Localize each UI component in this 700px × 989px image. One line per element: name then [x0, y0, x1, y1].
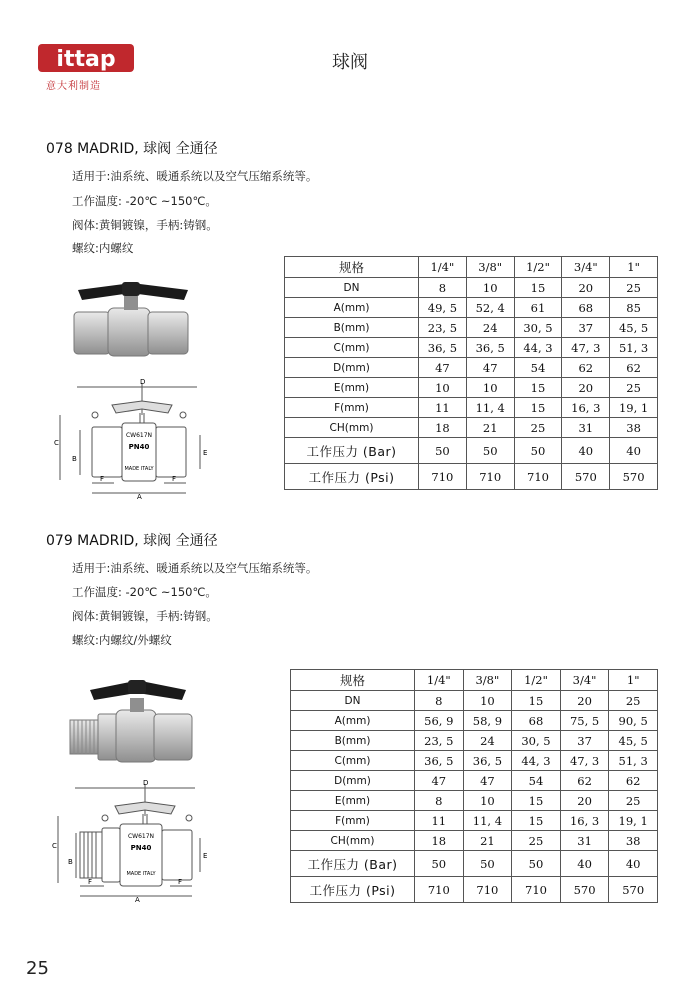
table-row — [291, 751, 658, 771]
table-cell: 62 — [609, 771, 658, 791]
drawing-2-label-f-left: F — [88, 878, 93, 886]
table-cell: 58, 9 — [463, 711, 512, 731]
table-header-cell: 3/4" — [560, 670, 609, 691]
table-cell: 10 — [466, 378, 514, 398]
section-1-spec-material: 阀体:黄铜镀镍，手柄:铸钢。 — [72, 218, 218, 232]
drawing-1-label-b: B — [72, 455, 77, 463]
table-row-label: 工作压力 (Psi) — [285, 464, 419, 490]
table-header-cell: 3/8" — [463, 670, 512, 691]
table-cell: 50 — [466, 438, 514, 464]
table-cell: 15 — [512, 791, 561, 811]
table-row-label: F(mm) — [285, 398, 419, 418]
table-cell: 50 — [463, 851, 512, 877]
table-cell: 19, 1 — [609, 811, 658, 831]
section-2-spec-thread: 螺纹:内螺纹/外螺纹 — [72, 633, 172, 647]
table-row-label: 工作压力 (Psi) — [291, 877, 415, 903]
table-cell: 45, 5 — [610, 318, 658, 338]
table-row — [285, 464, 658, 490]
table-cell: 50 — [514, 438, 562, 464]
table-cell: 10 — [463, 791, 512, 811]
table-cell: 68 — [512, 711, 561, 731]
table-cell: 62 — [562, 358, 610, 378]
drawing-1-label-e: E — [203, 449, 208, 457]
drawing-1-label-d: D — [140, 378, 146, 386]
table-cell: 62 — [560, 771, 609, 791]
table-row — [291, 731, 658, 751]
table-row — [285, 318, 658, 338]
table-cell: 10 — [419, 378, 467, 398]
table-cell: 570 — [609, 877, 658, 903]
table-cell: 47, 3 — [562, 338, 610, 358]
table-cell: 49, 5 — [419, 298, 467, 318]
table-cell: 8 — [419, 278, 467, 298]
section-1-spec-temperature: 工作温度: -20℃ ~150℃。 — [72, 194, 217, 208]
table-cell: 47 — [466, 358, 514, 378]
table-cell: 37 — [562, 318, 610, 338]
table-cell: 31 — [560, 831, 609, 851]
table-cell: 52, 4 — [466, 298, 514, 318]
table-cell: 36, 5 — [463, 751, 512, 771]
table-cell: 54 — [512, 771, 561, 791]
table-header-cell: 1/4" — [415, 670, 464, 691]
table-cell: 11 — [415, 811, 464, 831]
section-1-technical-drawing — [52, 375, 212, 500]
table-cell: 44, 3 — [514, 338, 562, 358]
drawing-1-label-c: C — [54, 439, 59, 447]
table-row — [285, 278, 658, 298]
table-cell: 25 — [514, 418, 562, 438]
table-row-label: 工作压力 (Bar) — [285, 438, 419, 464]
table-cell: 11, 4 — [466, 398, 514, 418]
section-2-spec-application: 适用于:油系统、暖通系统以及空气压缩系统等。 — [72, 561, 318, 575]
table-cell: 51, 3 — [610, 338, 658, 358]
table-cell: 36, 5 — [419, 338, 467, 358]
table-row — [291, 711, 658, 731]
drawing-1-label-f-left: F — [100, 475, 105, 483]
table-cell: 15 — [514, 398, 562, 418]
table-row — [285, 378, 658, 398]
page-number: 25 — [26, 958, 49, 979]
table-cell: 30, 5 — [512, 731, 561, 751]
section-2-technical-drawing — [50, 778, 210, 903]
table-cell: 56, 9 — [415, 711, 464, 731]
table-cell: 20 — [560, 791, 609, 811]
table-header-cell: 1" — [609, 670, 658, 691]
table-row-label: D(mm) — [285, 358, 419, 378]
drawing-2-label-d: D — [143, 779, 149, 787]
table-cell: 45, 5 — [609, 731, 658, 751]
table-cell: 51, 3 — [609, 751, 658, 771]
table-row-label: 工作压力 (Bar) — [291, 851, 415, 877]
table-cell: 44, 3 — [512, 751, 561, 771]
table-cell: 16, 3 — [562, 398, 610, 418]
table-row — [291, 791, 658, 811]
section-1-valve-photo — [62, 272, 202, 362]
table-cell: 54 — [514, 358, 562, 378]
table-cell: 18 — [419, 418, 467, 438]
table-cell: 21 — [463, 831, 512, 851]
table-cell: 10 — [466, 278, 514, 298]
table-cell: 20 — [560, 691, 609, 711]
section-2-title: 079 MADRID, 球阀 全通径 — [46, 533, 218, 549]
table-header-row — [285, 257, 658, 278]
table-row-label: D(mm) — [291, 771, 415, 791]
table-row — [291, 811, 658, 831]
section-1-spec-thread: 螺纹:内螺纹 — [72, 241, 134, 255]
table-cell: 23, 5 — [415, 731, 464, 751]
table-row — [291, 851, 658, 877]
table-cell: 40 — [609, 851, 658, 877]
table-row-label: F(mm) — [291, 811, 415, 831]
table-cell: 61 — [514, 298, 562, 318]
table-row-label: DN — [291, 691, 415, 711]
drawing-2-mark-origin: MADE ITALY — [126, 871, 156, 877]
section-2-valve-photo — [62, 668, 202, 764]
table-cell: 11 — [419, 398, 467, 418]
table-cell: 40 — [560, 851, 609, 877]
table-header-cell: 3/4" — [562, 257, 610, 278]
table-cell: 21 — [466, 418, 514, 438]
table-cell: 40 — [610, 438, 658, 464]
table-cell: 20 — [562, 278, 610, 298]
table-cell: 11, 4 — [463, 811, 512, 831]
table-cell: 19, 1 — [610, 398, 658, 418]
table-cell: 570 — [560, 877, 609, 903]
table-cell: 710 — [512, 877, 561, 903]
drawing-1-label-a: A — [137, 493, 142, 500]
table-cell: 15 — [512, 691, 561, 711]
table-row-label: E(mm) — [285, 378, 419, 398]
table-cell: 75, 5 — [560, 711, 609, 731]
table-row-label: DN — [285, 278, 419, 298]
drawing-2-label-c: C — [52, 842, 57, 850]
table-cell: 38 — [610, 418, 658, 438]
table-row — [285, 398, 658, 418]
table-cell: 8 — [415, 691, 464, 711]
page-title: 球阀 — [332, 52, 368, 73]
table-header-cell: 1/4" — [419, 257, 467, 278]
drawing-1-mark-origin: MADE ITALY — [124, 466, 154, 472]
table-header-cell: 规格 — [291, 670, 415, 691]
drawing-1-mark-pressure: PN40 — [128, 443, 150, 451]
section-2-spec-material: 阀体:黄铜镀镍，手柄:铸钢。 — [72, 609, 218, 623]
table-cell: 16, 3 — [560, 811, 609, 831]
section-1-spec-application: 适用于:油系统、暖通系统以及空气压缩系统等。 — [72, 169, 318, 183]
section-2-spec-table — [290, 669, 658, 903]
table-row — [285, 438, 658, 464]
drawing-2-mark-pressure: PN40 — [130, 844, 152, 852]
table-row — [291, 877, 658, 903]
table-cell: 47 — [463, 771, 512, 791]
table-cell: 710 — [415, 877, 464, 903]
table-cell: 15 — [514, 278, 562, 298]
table-cell: 710 — [463, 877, 512, 903]
table-row — [285, 358, 658, 378]
table-header-cell: 规格 — [285, 257, 419, 278]
table-cell: 24 — [463, 731, 512, 751]
table-cell: 50 — [512, 851, 561, 877]
table-cell: 47, 3 — [560, 751, 609, 771]
table-cell: 710 — [419, 464, 467, 490]
table-row — [285, 298, 658, 318]
table-cell: 38 — [609, 831, 658, 851]
table-row-label: C(mm) — [291, 751, 415, 771]
table-cell: 50 — [419, 438, 467, 464]
table-cell: 15 — [514, 378, 562, 398]
table-header-cell: 1/2" — [514, 257, 562, 278]
section-1-spec-table — [284, 256, 658, 490]
table-cell: 8 — [415, 791, 464, 811]
table-cell: 25 — [610, 278, 658, 298]
drawing-1-mark-material: CW617N — [125, 432, 153, 439]
drawing-2-label-f-right: F — [178, 878, 183, 886]
table-cell: 36, 5 — [415, 751, 464, 771]
table-cell: 20 — [562, 378, 610, 398]
table-cell: 36, 5 — [466, 338, 514, 358]
table-cell: 40 — [562, 438, 610, 464]
section-1-title: 078 MADRID, 球阀 全通径 — [46, 141, 218, 157]
table-cell: 18 — [415, 831, 464, 851]
table-cell: 50 — [415, 851, 464, 877]
table-cell: 570 — [562, 464, 610, 490]
table-row-label: CH(mm) — [285, 418, 419, 438]
table-cell: 30, 5 — [514, 318, 562, 338]
table-row-label: A(mm) — [285, 298, 419, 318]
table-cell: 710 — [514, 464, 562, 490]
table-row — [285, 338, 658, 358]
table-cell: 47 — [419, 358, 467, 378]
table-cell: 10 — [463, 691, 512, 711]
table-row — [291, 771, 658, 791]
table-cell: 62 — [610, 358, 658, 378]
table-cell: 68 — [562, 298, 610, 318]
table-row — [291, 831, 658, 851]
table-cell: 570 — [610, 464, 658, 490]
table-cell: 37 — [560, 731, 609, 751]
drawing-1-label-f-right: F — [172, 475, 177, 483]
table-cell: 90, 5 — [609, 711, 658, 731]
table-header-cell: 1" — [610, 257, 658, 278]
table-cell: 25 — [609, 691, 658, 711]
table-cell: 47 — [415, 771, 464, 791]
table-cell: 24 — [466, 318, 514, 338]
drawing-2-label-a: A — [135, 896, 140, 903]
table-cell: 25 — [512, 831, 561, 851]
table-cell: 25 — [610, 378, 658, 398]
logo-subtitle: 意大利制造 — [46, 81, 101, 92]
table-header-cell: 1/2" — [512, 670, 561, 691]
table-cell: 710 — [466, 464, 514, 490]
table-row — [291, 691, 658, 711]
table-row-label: B(mm) — [285, 318, 419, 338]
section-2-spec-temperature: 工作温度: -20℃ ~150℃。 — [72, 585, 217, 599]
table-cell: 85 — [610, 298, 658, 318]
table-header-row — [291, 670, 658, 691]
drawing-2-label-e: E — [203, 852, 208, 860]
table-row-label: A(mm) — [291, 711, 415, 731]
table-cell: 31 — [562, 418, 610, 438]
table-row — [285, 418, 658, 438]
table-cell: 15 — [512, 811, 561, 831]
table-cell: 25 — [609, 791, 658, 811]
table-row-label: CH(mm) — [291, 831, 415, 851]
drawing-2-label-b: B — [68, 858, 73, 866]
table-header-cell: 3/8" — [466, 257, 514, 278]
drawing-2-mark-material: CW617N — [127, 833, 155, 840]
table-cell: 23, 5 — [419, 318, 467, 338]
table-row-label: E(mm) — [291, 791, 415, 811]
logo-text: ittap — [56, 47, 116, 72]
table-row-label: B(mm) — [291, 731, 415, 751]
table-row-label: C(mm) — [285, 338, 419, 358]
